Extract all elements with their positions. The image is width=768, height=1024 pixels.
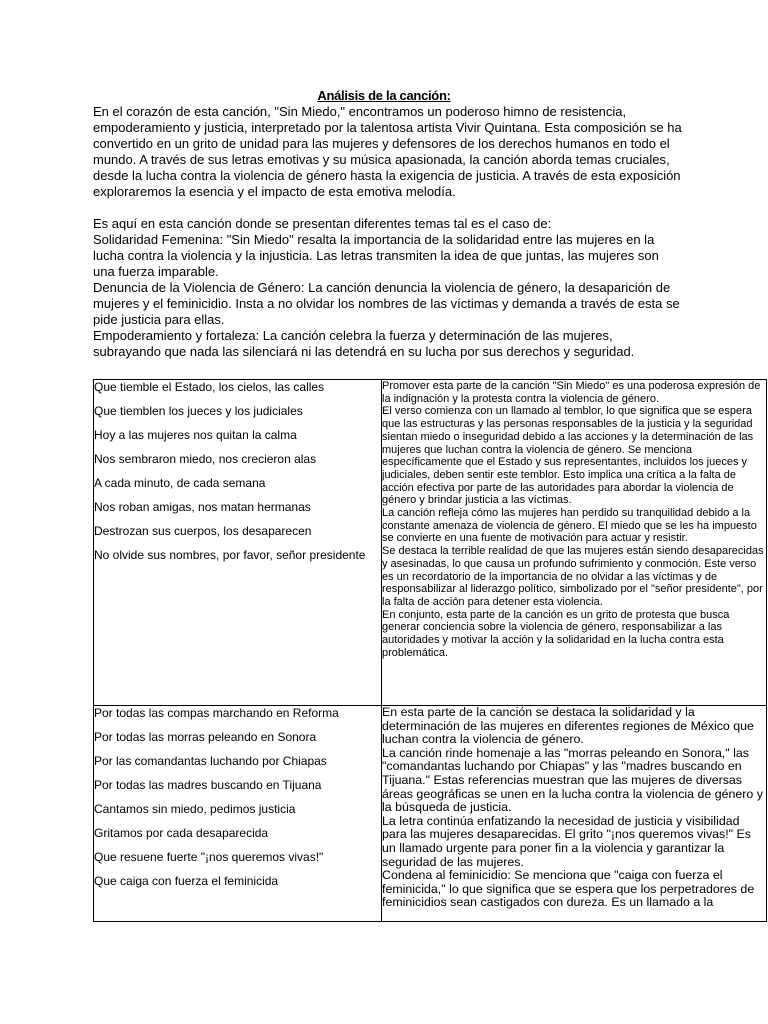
lyric-line: Que tiemblen los jueces y los judiciales (94, 404, 303, 418)
lyric-line: Gritamos por cada desaparecida (94, 826, 269, 840)
theme-empowerment: Empoderamiento y fortaleza: La canción celebra la fuerza y determinación de las mujeres, subrayando que nada las silenciará ni las detendrá en su lucha por sus derechos y seguridad. (93, 328, 635, 359)
analysis-paragraph: La canción refleja cómo las mujeres han perdido su tranquilidad debido a la constante amenaza de violencia de género. El miedo que se les ha impuesto se convierte en una fuente de motivación para actuar y resistir. (382, 507, 757, 545)
lyric-line: Nos sembraron miedo, nos crecieron alas (94, 452, 317, 466)
document-title: Análisis de la canción: (317, 88, 451, 103)
analysis-paragraph: Se destaca la terrible realidad de que las mujeres están siendo desaparecidas y asesinadas, lo que causa un profundo sufrimiento y conmoción. Este verso es un recordatorio de la importancia de no olvidar a las víctimas y de responsabilizar al liderazgo político, simbolizado por el "señor presidente", por la falta de acción para detener esta violencia. (382, 545, 764, 608)
lyric-line: Por todas las madres buscando en Tijuana (94, 778, 322, 792)
lyric-line: Que tiemble el Estado, los cielos, las calles (94, 380, 325, 394)
analysis-paragraph: En esta parte de la canción se destaca la solidaridad y la determinación de las mujeres en diferentes regiones de México que luchan contra la violencia de género. (382, 706, 754, 747)
analysis-paragraph: El verso comienza con un llamado al temblor, lo que significa que se espera que las estructuras y las personas responsables de la justicia y la seguridad sientan miedo o inseguridad debido a las acciones y la determinación de las mujeres que luchan contra la violencia de género. Se menciona específicamente que el Estado y sus representantes, incluidos los jueces y judiciales, deben sentir este temblor. Esto implica una crítica a la falta de acción efectiva por parte de las autoridades para abordar la violencia de género y brindar justicia a las víctimas. (382, 405, 754, 507)
analysis-paragraph: En conjunto, esta parte de la canción es un grito de protesta que busca generar conciencia sobre la violencia de género, responsabilizar a las autoridades y motivar la acción y la solidaridad en la lucha contra esta problemática. (382, 608, 730, 659)
lyric-line: Por todas las morras peleando en Sonora (94, 730, 317, 744)
document-body (93, 104, 683, 360)
lyric-line: Hoy a las mujeres nos quitan la calma (94, 428, 297, 442)
lyrics-cell (94, 706, 382, 922)
lyrics-analysis-table (93, 379, 767, 922)
theme-solidarity: Solidaridad Femenina: "Sin Miedo" resalta la importancia de la solidaridad entre las mujeres en la lucha contra la violencia y la injusticia. Las letras transmiten la idea de que juntas, las mujeres son una fuerza imparable. (93, 232, 659, 279)
lyric-line: A cada minuto, de cada semana (94, 476, 266, 490)
analysis-paragraph: La letra continúa enfatizando la necesidad de justicia y visibilidad para las mujeres desaparecidas. El grito "¡nos queremos vivas!" Es un llamado urgente para poner fin a la violencia y garantizar la seguridad de las mujeres. (382, 813, 751, 869)
lyric-line: Nos roban amigas, nos matan hermanas (94, 500, 311, 514)
analysis-paragraph: La canción rinde homenaje a las "morras peleando en Sonora," las "comandantas luchando por Chiapas" y las "madres buscando en Tijuana." Estas referencias muestran que las mujeres de diversas áreas geográficas se unen en la lucha contra la violencia de género y la búsqueda de justicia. (382, 745, 763, 815)
lyric-line: No olvide sus nombres, por favor, señor presidente (94, 548, 366, 562)
lyric-line: Que resuene fuerte "¡nos queremos vivas!" (94, 850, 324, 864)
lyric-line: Por todas las compas marchando en Reforma (94, 706, 339, 720)
lyrics-cell (94, 380, 382, 706)
themes-intro: Es aquí en esta canción donde se presentan diferentes temas tal es el caso de: (93, 216, 552, 231)
lyric-line: Destrozan sus cuerpos, los desaparecen (94, 524, 312, 538)
table-row (94, 380, 767, 706)
analysis-paragraph: Condena al feminicidio: Se menciona que "caiga con fuerza el feminicida," lo que significa que se espera que los perpetradores de feminicidios sean castigados con dureza. Es un llamado a la (382, 868, 755, 910)
theme-gender-violence: Denuncia de la Violencia de Género: La canción denuncia la violencia de género, la desaparición de mujeres y el feminicidio. Insta a no olvidar los nombres de las víctimas y demanda a través de esta se pide justicia para ellas. (93, 280, 680, 327)
table-row (94, 706, 767, 922)
lyric-line: Por las comandantas luchando por Chiapas (94, 754, 327, 768)
intro-paragraph: En el corazón de esta canción, "Sin Miedo," encontramos un poderoso himno de resistencia, empoderamiento y justicia, interpretado por la talentosa artista Vivir Quintana. Esta composición se ha convertido en un grito de unidad para las mujeres y defensores de los derechos humanos en todo el mundo. A través de sus letras emotivas y su música apasionada, la canción aborda temas cruciales, desde la lucha contra la violencia de género hasta la exigencia de justicia. A través de esta exposición exploraremos la esencia y el impacto de esta emotiva melodía. (93, 104, 682, 199)
analysis-cell (382, 380, 767, 706)
lyric-line: Cantamos sin miedo, pedimos justicia (94, 802, 296, 816)
analysis-paragraph: Promover esta parte de la canción "Sin Miedo" es una poderosa expresión de la indignación y la protesta contra la violencia de género. (382, 380, 761, 405)
analysis-cell (382, 706, 767, 922)
lyric-line: Que caiga con fuerza el feminicida (94, 874, 279, 888)
